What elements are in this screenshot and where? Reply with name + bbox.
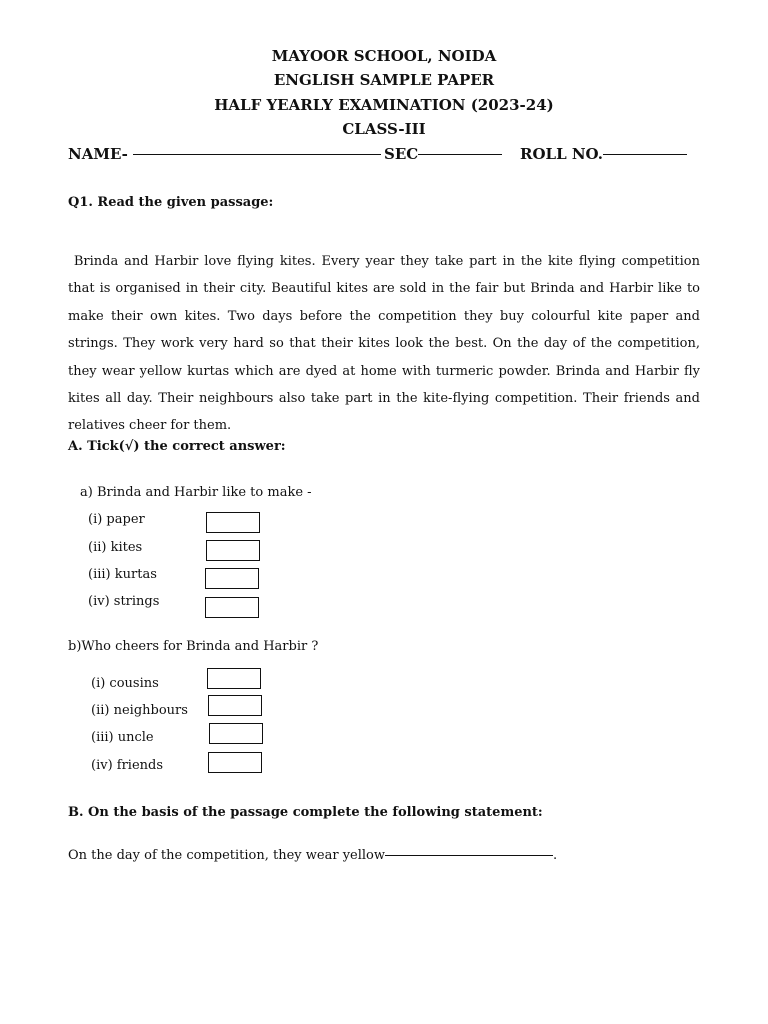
- school-name: MAYOOR SCHOOL, NOIDA: [271, 47, 497, 65]
- qb-option-4: (iv) friends: [91, 758, 164, 773]
- section-field: [384, 145, 502, 163]
- name-blank[interactable]: [133, 154, 381, 155]
- qa-option-4: (iv) strings: [88, 594, 160, 609]
- qb-answer-box-4[interactable]: [208, 752, 262, 773]
- passage-text: Brinda and Harbir love flying kites. Every year they take part in the kite flying competition that is organised in their city. Beautiful kites are sold in the fair but Brinda and Harbir like to make their own kites. Two days before the competition they buy colourful kite paper and strings. They work very hard so that their kites look the best. On the day of the competition, they wear yellow kurtas which are dyed at home with turmeric powder. Brinda and Harbir fly kites all day. Their neighbours also take part in the kite-flying competition. Their friends and relatives cheer for them.: [68, 254, 700, 434]
- qb-answer-box-1[interactable]: [207, 668, 261, 689]
- section-blank[interactable]: [418, 154, 502, 155]
- qa-option-2: (ii) kites: [88, 540, 143, 555]
- name-label: NAME-: [68, 145, 128, 163]
- question-a-text: a) Brinda and Harbir like to make -: [80, 485, 312, 500]
- roll-blank[interactable]: [603, 154, 687, 155]
- answer-blank[interactable]: [385, 855, 553, 856]
- qb-option-1: (i) cousins: [91, 676, 159, 691]
- qa-answer-box-3[interactable]: [205, 568, 259, 589]
- qa-answer-box-4[interactable]: [205, 597, 259, 618]
- qa-answer-box-1[interactable]: [206, 512, 260, 533]
- reading-passage: [68, 248, 700, 440]
- section-label: SEC: [384, 145, 419, 163]
- question-b-text: b)Who cheers for Brinda and Harbir ?: [68, 639, 319, 654]
- statement-text: On the day of the competition, they wear yellow: [68, 848, 385, 863]
- section-b-title: B. On the basis of the passage complete the following statement:: [68, 805, 543, 820]
- qa-option-3: (iii) kurtas: [88, 567, 157, 582]
- fill-in-statement: [68, 848, 557, 863]
- exam-title: HALF YEARLY EXAMINATION (2023-24): [214, 96, 554, 114]
- roll-field: [520, 145, 687, 163]
- roll-label: ROLL NO.: [520, 145, 603, 163]
- section-a-title: A. Tick(√) the correct answer:: [68, 439, 286, 454]
- class-label: CLASS-III: [342, 120, 426, 138]
- paper-title: ENGLISH SAMPLE PAPER: [273, 71, 495, 89]
- name-field: [68, 145, 381, 163]
- qb-answer-box-2[interactable]: [208, 695, 262, 716]
- qa-answer-box-2[interactable]: [206, 540, 260, 561]
- qb-answer-box-3[interactable]: [209, 723, 263, 744]
- qa-option-1: (i) paper: [88, 512, 145, 527]
- statement-end: .: [553, 848, 558, 863]
- q1-title: Q1. Read the given passage:: [68, 195, 274, 210]
- qb-option-2: (ii) neighbours: [91, 703, 188, 718]
- qb-option-3: (iii) uncle: [91, 730, 154, 745]
